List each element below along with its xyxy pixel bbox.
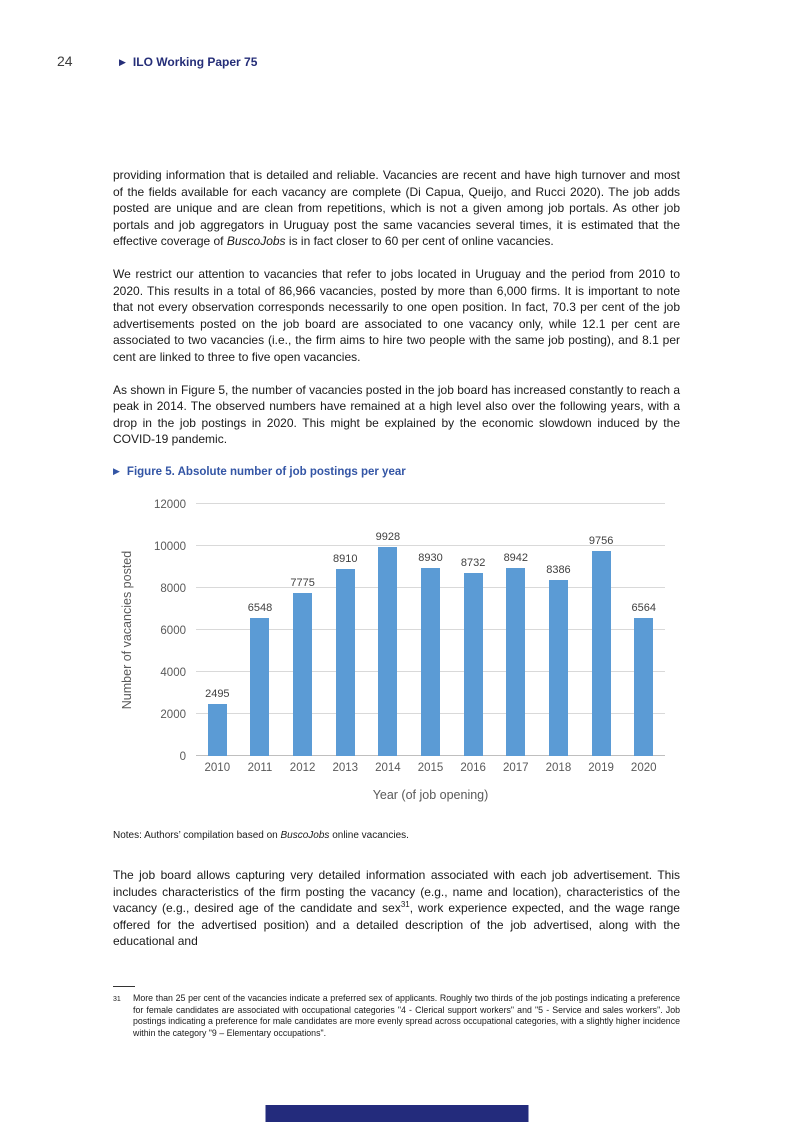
bar-value-2010: 2495 bbox=[205, 687, 230, 700]
x-tick-2011: 2011 bbox=[247, 761, 273, 774]
bar-value-2014: 9928 bbox=[375, 531, 401, 544]
y-tick-4000: 4000 bbox=[160, 666, 186, 679]
bar-2014 bbox=[378, 547, 397, 755]
paragraph-1-text-b: is in fact closer to 60 per cent of online vacancies. bbox=[285, 234, 554, 249]
x-tick-2020: 2020 bbox=[630, 761, 657, 774]
bar-slot-2018 bbox=[537, 504, 580, 756]
bar-slot-2014 bbox=[367, 504, 410, 756]
bar-value-2013: 8910 bbox=[333, 552, 358, 565]
x-tick-2013: 2013 bbox=[332, 761, 359, 774]
figure-label: Figure 5. Absolute number of job postings per year bbox=[126, 465, 406, 478]
header-title: ILO Working Paper 75 bbox=[132, 55, 258, 69]
footer-bar bbox=[265, 1105, 528, 1122]
bar-value-2015: 8930 bbox=[418, 552, 443, 565]
bar-2010 bbox=[208, 704, 227, 756]
x-tick-2015: 2015 bbox=[417, 761, 444, 774]
footnote-reference-31: 31 bbox=[400, 900, 410, 910]
bar-slot-2011 bbox=[239, 504, 282, 756]
x-tick-2012: 2012 bbox=[289, 761, 316, 774]
paragraph-1 bbox=[113, 167, 680, 250]
bar-value-2019: 9756 bbox=[588, 535, 614, 548]
figure-5-bar-chart bbox=[113, 498, 680, 802]
y-tick-6000: 6000 bbox=[160, 624, 186, 637]
header-arrow-icon: ▶ bbox=[119, 56, 126, 67]
paragraph-2: We restrict our attention to vacancies that refer to jobs located in Uruguay and the period from 2010 to 2020. This results in a total of 86,966 vacancies, posted by more than 6,000 firms. It is important to note that not every observation corresponds necessarily to one open position. In fact, 70.3 per cent of the job advertisements posted on the job board are associated to one vacancy only, while 12.1 per cent are associated to two vacancies (i.e., the firm aims to hire two people with the same job posting), and 8.1 per cent are linked to three to five open vacancies. bbox=[113, 266, 680, 364]
plot-area bbox=[154, 498, 665, 763]
bars-container bbox=[196, 504, 665, 756]
bar-slot-2010 bbox=[196, 504, 239, 756]
bar-2013 bbox=[336, 569, 355, 756]
bar-2020 bbox=[634, 618, 653, 756]
bar-value-2011: 6548 bbox=[247, 602, 273, 615]
footnote-text: More than 25 per cent of the vacancies indicate a preferred sex of applicants. Roughly two thirds of the job postings indicating a preference for female candidates are associated with occupational categories "4 - Clerical support workers" and "5 - Service and sales workers". Job postings indicating a preference for male candidates are more evenly spread across occupational categories, with a slightly higher incidence within the category "9 – Elementary occupations". bbox=[133, 993, 680, 1038]
bar-value-2020: 6564 bbox=[631, 602, 656, 615]
y-tick-8000: 8000 bbox=[160, 582, 186, 595]
x-tick-2010: 2010 bbox=[204, 761, 231, 774]
bar-value-2018: 8386 bbox=[546, 563, 571, 576]
y-axis-title: Number of vacancies posted bbox=[120, 550, 134, 710]
x-tick-2019: 2019 bbox=[588, 761, 614, 774]
bar-value-2017: 8942 bbox=[503, 552, 529, 565]
x-tick-2014: 2014 bbox=[375, 761, 401, 774]
bar-slot-2013 bbox=[324, 504, 367, 756]
bar-2017 bbox=[506, 568, 525, 756]
x-tick-2018: 2018 bbox=[545, 761, 572, 774]
page-header bbox=[119, 55, 257, 69]
footnote-separator bbox=[113, 986, 135, 987]
bar-slot-2017 bbox=[494, 504, 537, 756]
x-tick-2016: 2016 bbox=[460, 761, 486, 774]
paragraph-3: As shown in Figure 5, the number of vacancies posted in the job board has increased constantly to reach a peak in 2014. The observed numbers have remained at a high level also over the following years, with a drop in the job postings in 2020. This might be explained by the economic slowdown induced by the COVID-19 pandemic. bbox=[113, 382, 680, 447]
footnote-31 bbox=[113, 993, 680, 1039]
paragraph-4 bbox=[113, 867, 680, 950]
page-number: 24 bbox=[57, 53, 73, 69]
x-tick-2017: 2017 bbox=[503, 761, 529, 774]
bar-2012 bbox=[293, 593, 312, 756]
y-tick-12000: 12000 bbox=[154, 498, 186, 511]
bar-value-2016: 8732 bbox=[460, 556, 486, 569]
figure-arrow-icon: ▶ bbox=[113, 466, 120, 477]
notes-text-a: Notes: Authors’ compilation based on bbox=[113, 829, 281, 841]
bar-2019 bbox=[592, 551, 611, 756]
bar-2011 bbox=[250, 618, 269, 756]
bar-2016 bbox=[464, 573, 483, 756]
bar-slot-2015 bbox=[409, 504, 452, 756]
figure-caption bbox=[113, 466, 680, 478]
figure-notes bbox=[113, 830, 680, 841]
paragraph-4-text-b: , work experience expected, and the wage range offered for the advertised position) and a detailed description of the job advertised, along with the educational and bbox=[113, 901, 680, 949]
notes-text-b: online vacancies. bbox=[329, 829, 409, 841]
y-tick-10000: 10000 bbox=[154, 540, 186, 553]
x-axis-labels bbox=[196, 756, 665, 774]
notes-italic: BuscoJobs bbox=[280, 829, 330, 841]
x-axis-title: Year (of job opening) bbox=[372, 787, 489, 802]
y-tick-2000: 2000 bbox=[160, 708, 186, 721]
footnote-marker: 31 bbox=[113, 996, 121, 1003]
bar-slot-2016 bbox=[452, 504, 495, 756]
bar-slot-2012 bbox=[281, 504, 324, 756]
bar-value-2012: 7775 bbox=[290, 576, 315, 589]
y-tick-0: 0 bbox=[179, 750, 186, 763]
paragraph-1-italic: BuscoJobs bbox=[226, 234, 286, 249]
paragraph-4-text-a: The job board allows capturing very detailed information associated with each job advertisement. This includes characteristics of the firm posting the vacancy (e.g., name and location), characteristics of the vacancy (e.g., desired age of the candidate and sex bbox=[113, 867, 680, 916]
bar-slot-2020 bbox=[622, 504, 665, 756]
paragraph-1-text-a: providing information that is detailed and reliable. Vacancies are recent and have high turnover and most of the fields available for each vacancy are complete (Di Capua, Queijo, and Rucci 2020). The job adds posted are unique and are clean from repetitions, which is not a given among job portals. As other job portals and job aggregators in Uruguay post the same vacancies several times, it is estimated that the effective coverage of bbox=[113, 168, 680, 249]
bar-2015 bbox=[421, 568, 440, 756]
bar-slot-2019 bbox=[580, 504, 623, 756]
content-column bbox=[113, 167, 680, 950]
bar-2018 bbox=[549, 580, 568, 756]
footnote-area bbox=[113, 986, 680, 1039]
